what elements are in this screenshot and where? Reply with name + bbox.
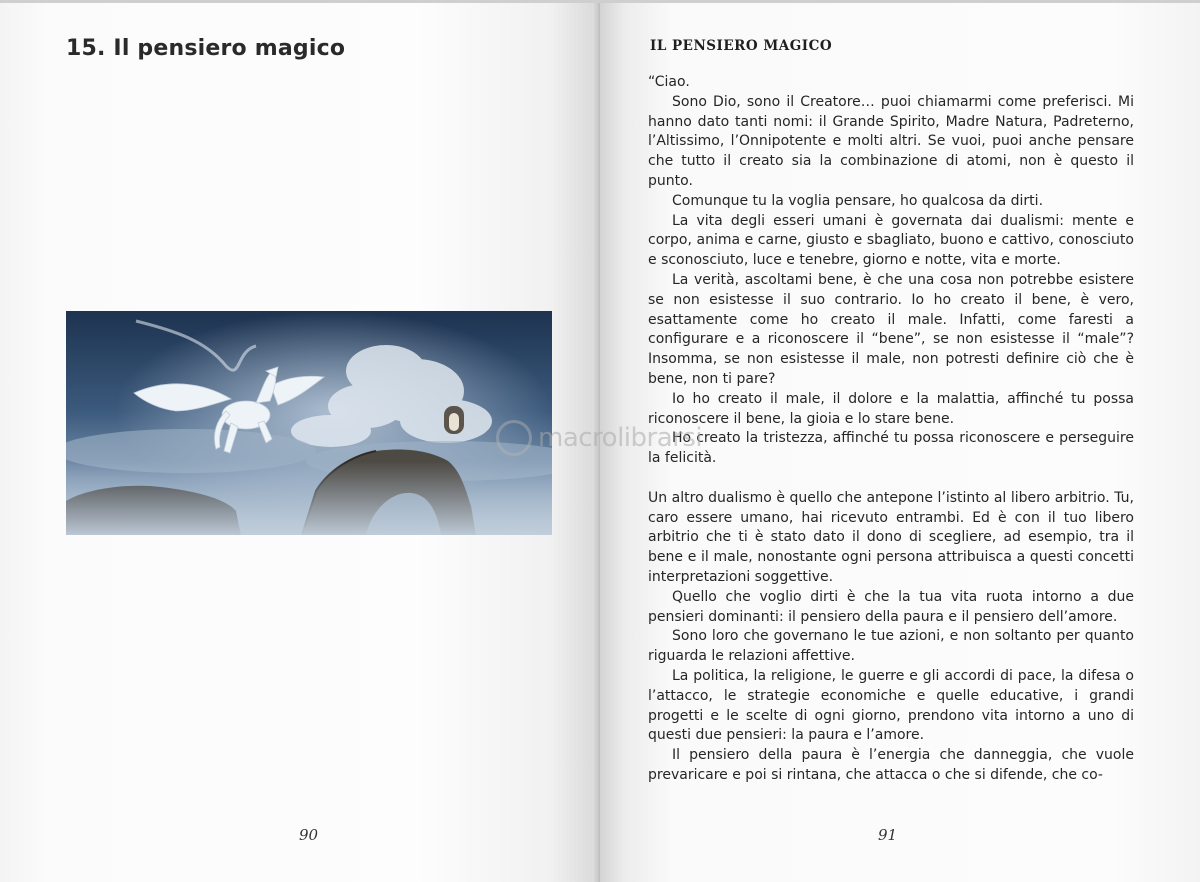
paragraph: Il pensiero della paura è l’energia che danneggia, che vuole prevaricare e poi si rintana, che attacca o che si difende, che co- [648, 747, 1134, 783]
paragraph: Sono Dio, sono il Creatore… puoi chiamarmi come preferisci. Mi hanno dato tanti nomi: il Grande Spirito, Madre Natura, Padreterno, l’Altissimo, l’Onnipotente e molti altri. Se vuoi, puoi anche pensare che tutto il creato sia la combinazione di atomi, non è questo il punto. [648, 93, 1134, 189]
paragraph: La vita degli esseri umani è governata dai dualismi: mente e corpo, anima e carne, giusto e sbagliato, buono e cattivo, conosciuto e sconosciuto, luce e tenebre, giorno e notte, vita e morte. [648, 212, 1134, 269]
page-number-right: 91 [878, 826, 898, 844]
chapter-title: 15. Il pensiero magico [66, 36, 346, 61]
paragraph: Sono loro che governano le tue azioni, e non soltanto per quanto riguarda le relazioni affettive. [648, 628, 1134, 665]
paragraph: Ho creato la tristezza, affinché tu possa riconoscere e perseguire la felicità. [648, 430, 1134, 467]
paragraph: La politica, la religione, le guerre e gli accordi di pace, la difesa o l’attacco, le strategie economiche e quelle educative, i grandi progetti e le scelte di ogni giorno, prendono vita intorno a uno di questi due pensieri: la paura e l’amore. [648, 667, 1134, 744]
paragraph: Un altro dualismo è quello che antepone l’istinto al libero arbitrio. Tu, caro essere umano, hai ricevuto entrambi. Ed è con il tuo libero arbitrio che ti è stato dato il dono di scegliere, ad esempio, tra il bene e il male, nonostante ogni persona attribuisca a questi concetti interpretazioni soggettive. [648, 489, 1134, 585]
running-head: IL PENSIERO MAGICO [650, 38, 833, 54]
paragraph: Quello che voglio dirti è che la tua vita ruota intorno a due pensieri dominanti: il pensiero della paura e il pensiero dell’amore. [648, 588, 1134, 625]
watermark-text: macrolibrarsi [538, 423, 703, 453]
body-text [648, 73, 1134, 786]
watermark-logo-icon [496, 420, 532, 456]
top-edge [0, 0, 1200, 3]
paragraph: Io ho creato il male, il dolore e la malattia, affinché tu possa riconoscere il bene, la gioia e lo stare bene. [648, 390, 1134, 427]
paragraph: La verità, ascoltami bene, è che una cosa non potrebbe esistere se non esistesse il suo contrario. Io ho creato il bene, è vero, esattamente come ho creato il male. Infatti, come faresti a configurare e a riconoscere il “bene”, se non esistesse il “male”? Insomma, se non esistesse il male, non potresti definire ciò che è bene, non ti pare? [648, 271, 1134, 387]
pegasus-illustration [66, 311, 552, 535]
paragraph: Comunque tu la voglia pensare, ho qualcosa da dirti. [672, 192, 1044, 209]
watermark [496, 420, 702, 456]
paragraph: “Ciao. [648, 74, 690, 90]
page-number-left: 90 [299, 826, 319, 844]
